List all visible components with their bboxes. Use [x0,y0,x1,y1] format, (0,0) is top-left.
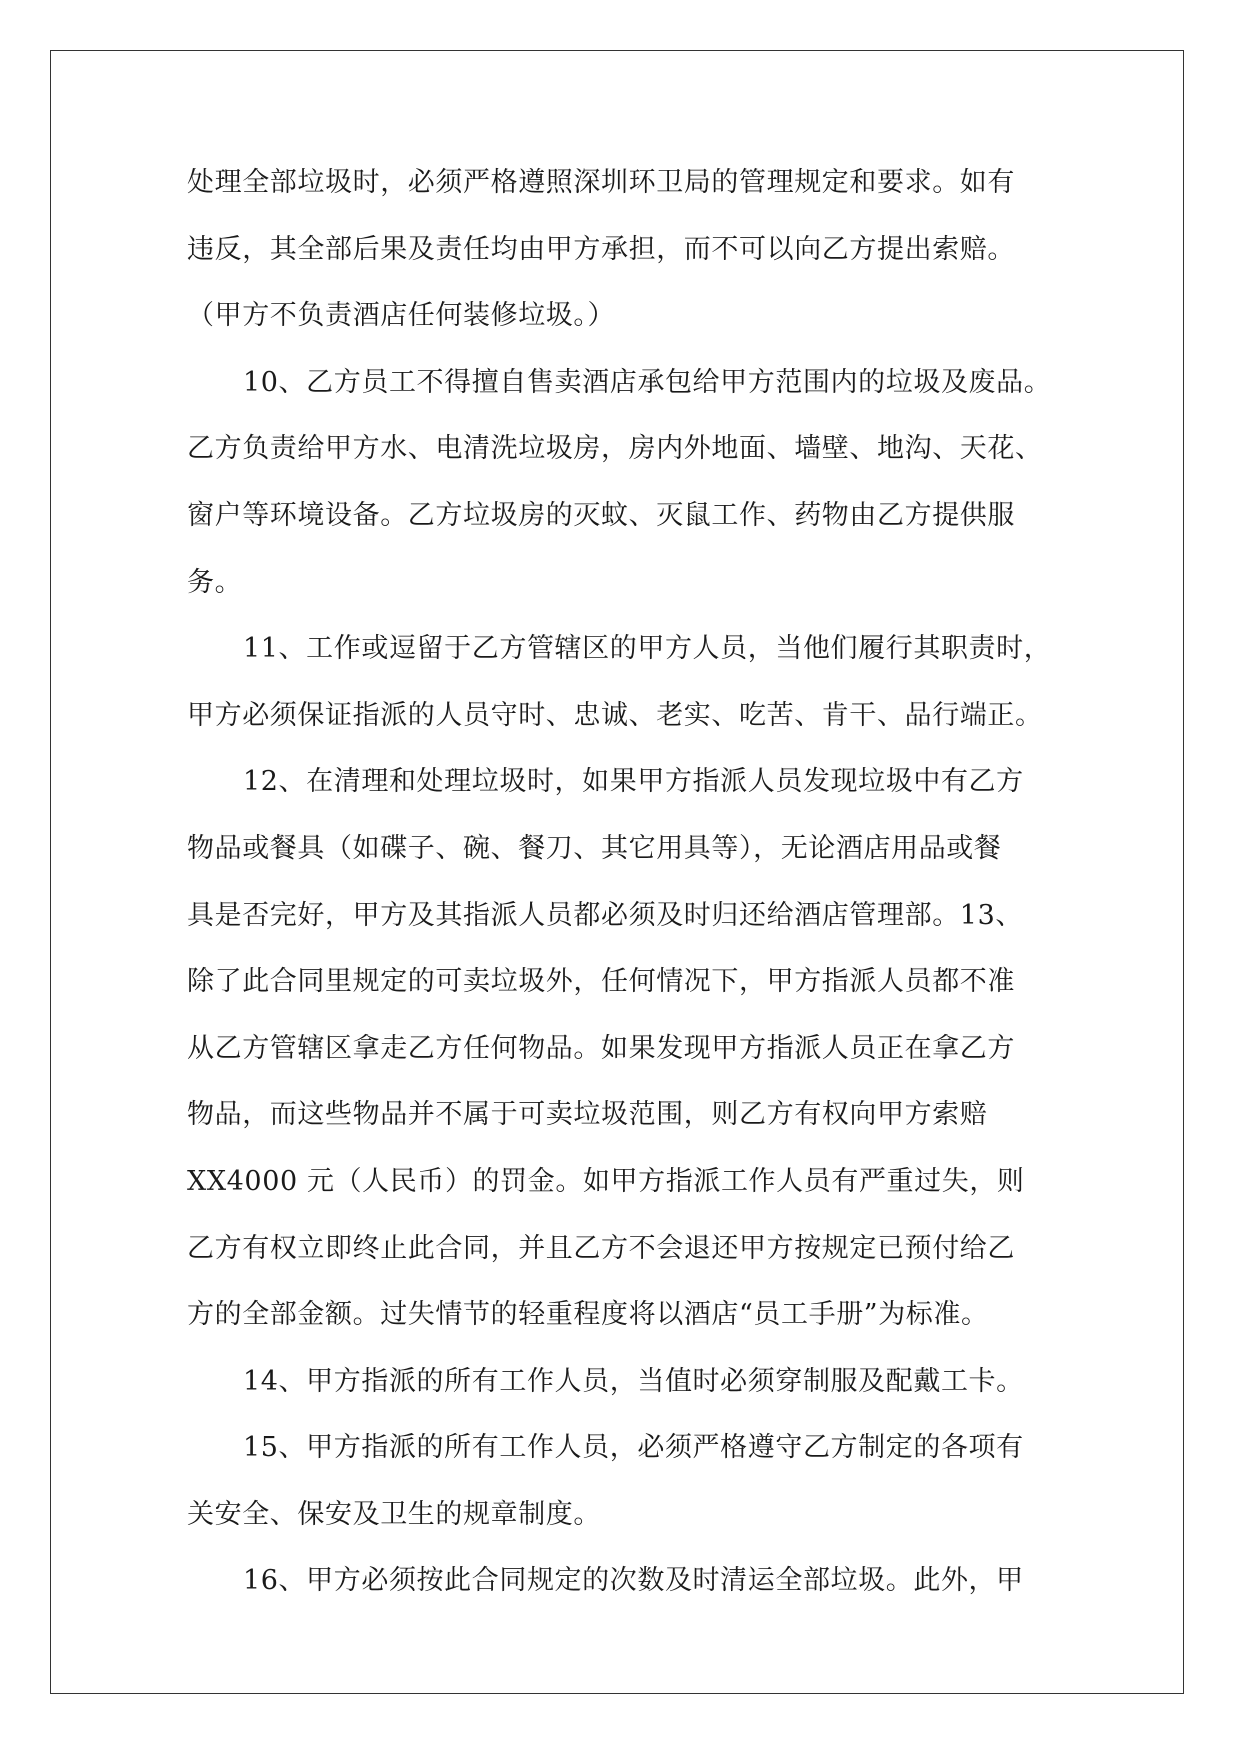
clause-11-start: 11、工作或逗留于乙方管辖区的甲方人员，当他们履行其职责时， [243,633,1052,665]
clause-15-start: 15、甲方指派的所有工作人员，必须严格遵守乙方制定的各项有 [243,1432,1024,1464]
text-line: 物品，而这些物品并不属于可卖垃圾范围，则乙方有权向甲方索赔 [187,1099,988,1131]
text-line: XX4000 元（人民币）的罚金。如甲方指派工作人员有严重过失，则 [187,1165,1025,1197]
text-line: 从乙方管辖区拿走乙方任何物品。如果发现甲方指派人员正在拿乙方 [187,1032,1015,1064]
text-line: 乙方负责给甲方水、电清洗垃圾房，房内外地面、墙壁、地沟、天花、 [187,433,1043,465]
clause-14-start: 14、甲方指派的所有工作人员，当值时必须穿制服及配戴工卡。 [243,1365,1024,1397]
text-line: 违反，其全部后果及责任均由甲方承担，而不可以向乙方提出索赔。 [187,233,1015,265]
text-line: 物品或餐具（如碟子、碗、餐刀、其它用具等），无论酒店用品或餐 [187,832,1002,864]
text-line: 处理全部垃圾时，必须严格遵照深圳环卫局的管理规定和要求。如有 [187,167,1015,198]
clause-10-start: 10、乙方员工不得擅自售卖酒店承包给甲方范围内的垃圾及废品。 [243,366,1052,398]
text-line: （甲方不负责酒店任何装修垃圾。） [187,300,616,332]
text-line: 甲方必须保证指派的人员守时、忠诚、老实、吃苦、肯干、品行端正。 [187,699,1043,731]
text-line: 窗户等环境设备。乙方垃圾房的灭蚊、灭鼠工作、药物由乙方提供服 [187,499,1015,531]
text-line: 务。 [187,566,243,598]
clause-12-start: 12、在清理和处理垃圾时，如果甲方指派人员发现垃圾中有乙方 [243,766,1024,798]
text-line: 具是否完好，甲方及其指派人员都必须及时归还给酒店管理部。13、 [187,899,1023,931]
document-body [187,150,1067,1615]
text-line: 关安全、保安及卫生的规章制度。 [187,1498,601,1530]
text-line: 乙方有权立即终止此合同，并且乙方不会退还甲方按规定已预付给乙 [187,1232,1015,1264]
text-line: 方的全部金额。过失情节的轻重程度将以酒店“员工手册”为标准。 [187,1299,989,1331]
text-line: 除了此合同里规定的可卖垃圾外，任何情况下，甲方指派人员都不准 [187,966,1015,998]
clause-16-start: 16、甲方必须按此合同规定的次数及时清运全部垃圾。此外，甲 [243,1565,1024,1597]
